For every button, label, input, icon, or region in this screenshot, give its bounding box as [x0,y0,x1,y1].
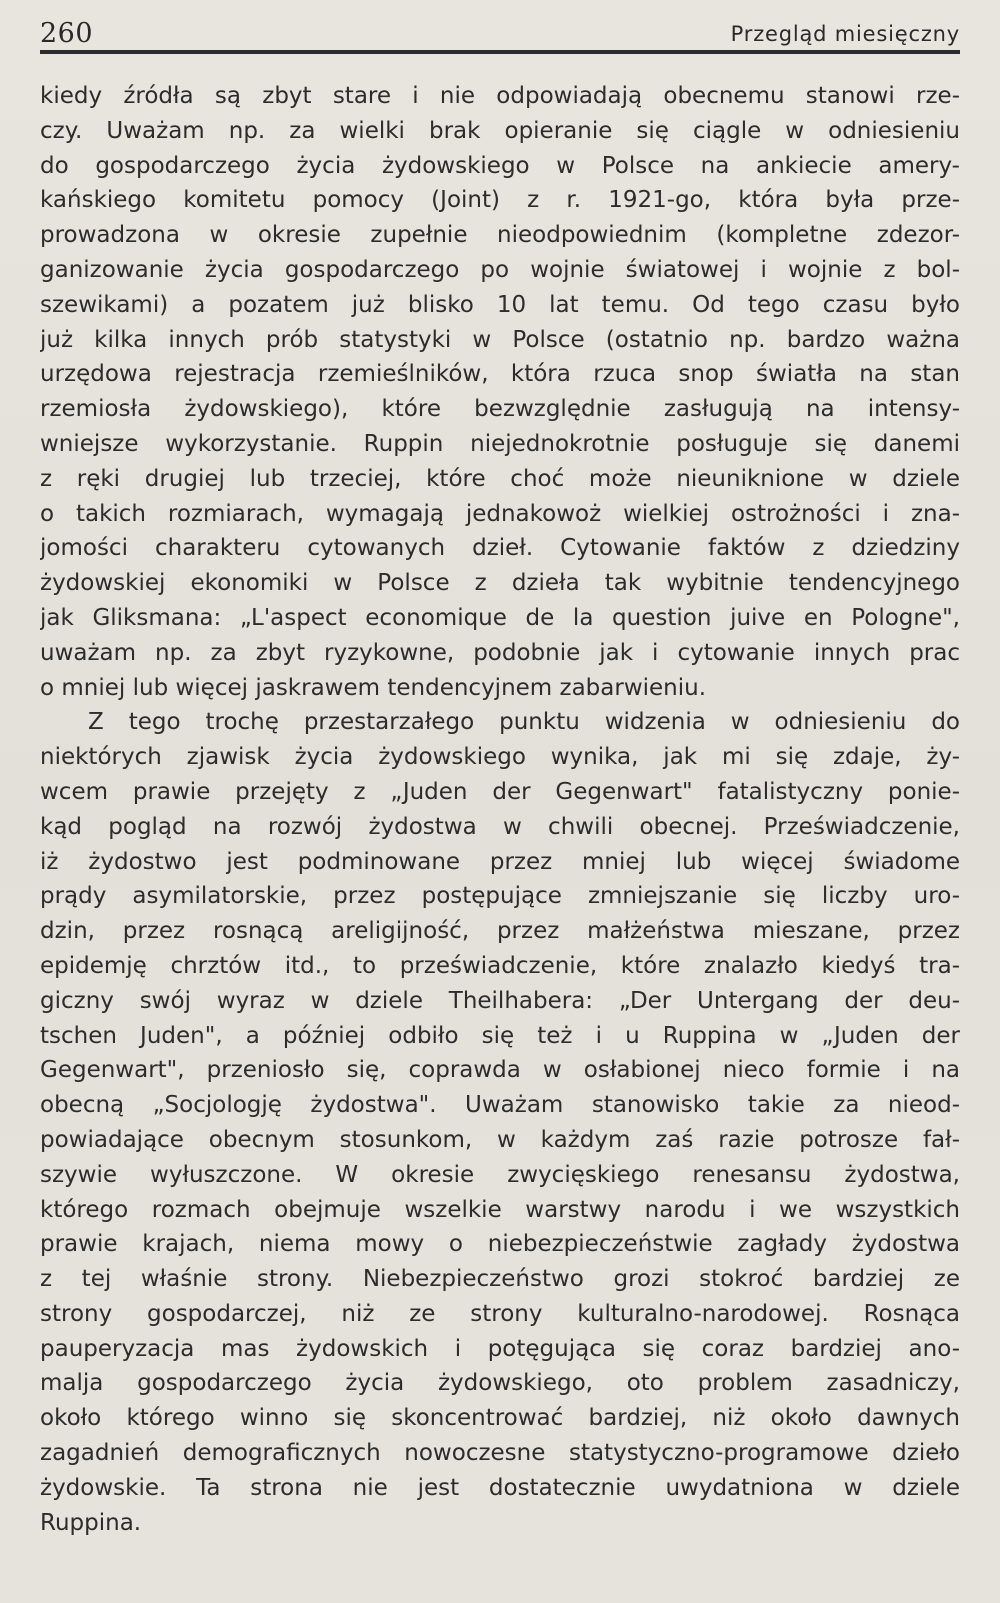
text-line: kańskiego komitetu pomocy (Joint) z r. 1921-go, która była prze- [40,187,960,214]
paragraph [40,79,960,705]
header-rule [40,50,960,54]
text-line: żydowskiej ekonomiki w Polsce z dzieła tak wybitnie tendencyjnego [40,570,960,597]
text-line: prądy asymilatorskie, przez postępujące zmniejszanie się liczby uro- [40,883,960,910]
text-line: Z tego trochę przestarzałego punktu widzenia w odniesieniu do [88,709,960,736]
text-line: powiadające obecnym stosunkom, w każdym zaś razie potrosze fał- [40,1126,960,1153]
paragraph [40,705,960,1540]
text-line: Ruppina. [40,1509,142,1536]
text-line: kąd pogląd na rozwój żydostwa w chwili obecnej. Przeświadczenie, [40,813,960,840]
text-line: niektórych zjawisk życia żydowskiego wynika, jak mi się zdaje, ży- [40,744,960,771]
text-line: około którego winno się skoncentrować bardziej, niż około dawnych [40,1405,960,1432]
text-line: kiedy źródła są zbyt stare i nie odpowiadają obecnemu stanowi rze- [40,83,960,109]
text-line: którego rozmach obejmuje wszelkie warstwy narodu i we wszystkich [40,1196,960,1223]
text-line: rzemiosła żydowskiego), które bezwzględnie zasługują na intensy- [40,396,960,423]
text-line: o mniej lub więcej jaskrawem tendencyjnem zabarwieniu. [40,674,707,701]
text-line: epidemję chrztów itd., to przeświadczenie, które znalazło kiedyś tra- [40,952,960,979]
text-line: giczny swój wyraz w dziele Theilhabera: „Der Untergang der deu- [40,987,960,1014]
text-line: z tej właśnie strony. Niebezpieczeństwo grozi stokroć bardziej ze [40,1266,960,1293]
text-line: prowadzona w okresie zupełnie nieodpowiednim (kompletne zdezor- [40,222,960,249]
text-line: żydowskie. Ta strona nie jest dostatecznie uwydatniona w dziele [40,1474,960,1501]
body-text [40,79,960,1540]
text-line: jomości charakteru cytowanych dzieł. Cytowanie faktów z dziedziny [40,535,960,562]
text-line: ganizowanie życia gospodarczego po wojnie światowej i wojnie z bol- [40,256,960,283]
text-line: jak Gliksmana: „L'aspect economique de la question juive en Pologne", [40,604,960,631]
text-line: dzin, przez rosnącą areligijność, przez małżeństwa mieszane, przez [40,918,960,945]
text-line: już kilka innych prób statystyki w Polsce (ostatnio np. bardzo ważna [40,326,960,353]
text-line: z ręki drugiej lub trzeciej, które choć może nieuniknione w dziele [40,465,960,492]
text-line: malja gospodarczego życia żydowskiego, oto problem zasadniczy, [40,1370,960,1397]
text-line: Gegenwart", przeniosło się, coprawda w osłabionej nieco formie i na [40,1057,960,1084]
text-line: strony gospodarczej, niż ze strony kulturalno-narodowej. Rosnąca [40,1300,960,1327]
text-line: czy. Uważam np. za wielki brak opieranie się ciągle w odniesieniu [40,117,960,144]
text-line: obecną „Socjologję żydostwa". Uważam stanowisko takie za nieod- [40,1092,960,1119]
text-line: szywie wyłuszczone. W okresie zwycięskiego renesansu żydostwa, [40,1161,960,1188]
text-line: iż żydostwo jest podminowane przez mniej lub więcej świadome [40,848,960,875]
text-line: prawie krajach, niema mowy o niebezpieczeństwie zagłady żydostwa [40,1231,960,1258]
page-header [40,14,960,48]
text-line: szewikami) a pozatem już blisko 10 lat temu. Od tego czasu było [40,291,960,318]
text-line: o takich rozmiarach, wymagają jednakowoż wielkiej ostrożności i zna- [40,500,960,527]
text-line: urzędowa rejestracja rzemieślników, która rzuca snop światła na stan [40,361,960,388]
running-title: Przegląd miesięczny [730,22,960,46]
page-number: 260 [40,18,94,49]
text-line: do gospodarczego życia żydowskiego w Polsce na ankiecie amery- [40,152,960,179]
text-line: wcem prawie przejęty z „Juden der Gegenwart" fatalistyczny ponie- [40,778,960,805]
text-line: wniejsze wykorzystanie. Ruppin niejednokrotnie posługuje się danemi [40,430,960,457]
text-line: tschen Juden", a później odbiło się też i u Ruppina w „Juden der [40,1022,960,1049]
text-line: uważam np. za zbyt ryzykowne, podobnie jak i cytowanie innych prac [40,639,960,666]
text-line: pauperyzacja mas żydowskich i potęgująca się coraz bardziej ano- [40,1335,960,1362]
text-line: zagadnień demograficznych nowoczesne statystyczno-programowe dzieło [40,1440,960,1467]
